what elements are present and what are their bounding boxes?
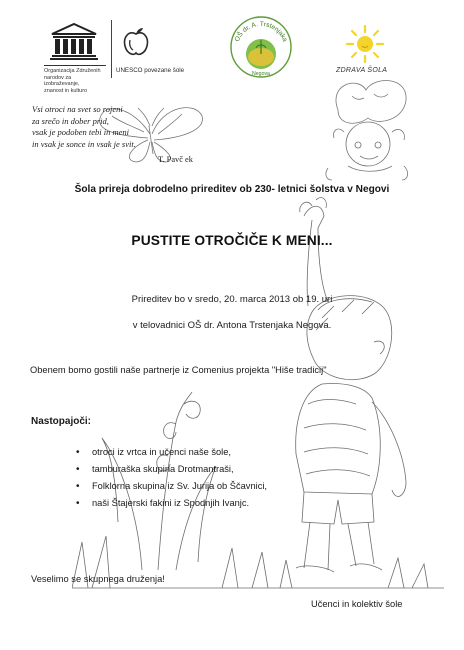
list-item: • tamburaška skupina Drotmantraši, xyxy=(74,461,374,478)
signature: Učenci in kolektiv šole xyxy=(311,599,403,609)
unesco-org-line: narodov za izobraževanje, xyxy=(44,74,80,87)
poem-line: za srečo in dober prid, xyxy=(32,115,109,126)
unesco-schools-logo xyxy=(116,26,196,74)
poem-line: Vsi otroci na svet so rojeni xyxy=(32,104,123,114)
list-item: • Folklorna skupina iz Sv. Jurija ob Ščavnici, xyxy=(74,478,374,495)
child-butterfly-sketch-right xyxy=(308,70,428,182)
school-seal-logo xyxy=(228,14,294,80)
event-title: PUSTITE OTROČIČE K MENI... xyxy=(131,233,333,248)
event-venue-line: v telovadnici OŠ dr. Antona Trstenjaka Negova. xyxy=(132,320,332,331)
healthy-school-logo xyxy=(336,24,396,74)
logo-divider xyxy=(111,20,112,78)
poem xyxy=(32,104,212,150)
sun-icon xyxy=(340,24,390,66)
healthy-school-label: ZDRAVA ŠOLA xyxy=(336,67,388,74)
unesco-network-label: UNESCO povezane šole xyxy=(116,67,185,74)
unesco-temple-icon xyxy=(50,22,98,62)
poem-line: in vsak je sonce in vsak je svit. xyxy=(32,138,136,149)
boy-flower-sketch xyxy=(72,192,444,590)
poem-line: vsak je podoben tebi in meni xyxy=(32,127,130,137)
performers-list xyxy=(74,444,374,512)
unesco-org-line: Organizacija Združenih xyxy=(44,68,101,74)
unesco-logo xyxy=(44,22,106,94)
list-item: • otroci iz vrtca in učenci naše šole, xyxy=(74,444,374,461)
seal-arc-text: OŠ dr. A. Trstenjaka xyxy=(233,20,289,43)
event-date-line: Prireditev bo v sredo, 20. marca 2013 ob 19. uri xyxy=(131,294,333,305)
performers-heading: Nastopajoči: xyxy=(31,416,92,427)
guests-line: Obenem bomo gostili naše partnerje iz Comenius projekta "Hiše tradicij" xyxy=(30,365,327,375)
intro-line: Šola prireja dobrodelno prireditev ob 230- letnici šolstva v Negovi xyxy=(74,184,390,195)
unesco-org-line: znanost in kulturo xyxy=(44,87,88,94)
closing-line: Veselimo se skupnega druženja! xyxy=(31,574,165,584)
apple-leaf-icon xyxy=(120,26,152,58)
seal-bottom-text: Negova xyxy=(252,71,270,77)
list-item: • naši Štajerski fakini iz Spodnjih Ivanjc. xyxy=(74,495,374,512)
poem-author: T. Pavč ek xyxy=(158,155,193,164)
